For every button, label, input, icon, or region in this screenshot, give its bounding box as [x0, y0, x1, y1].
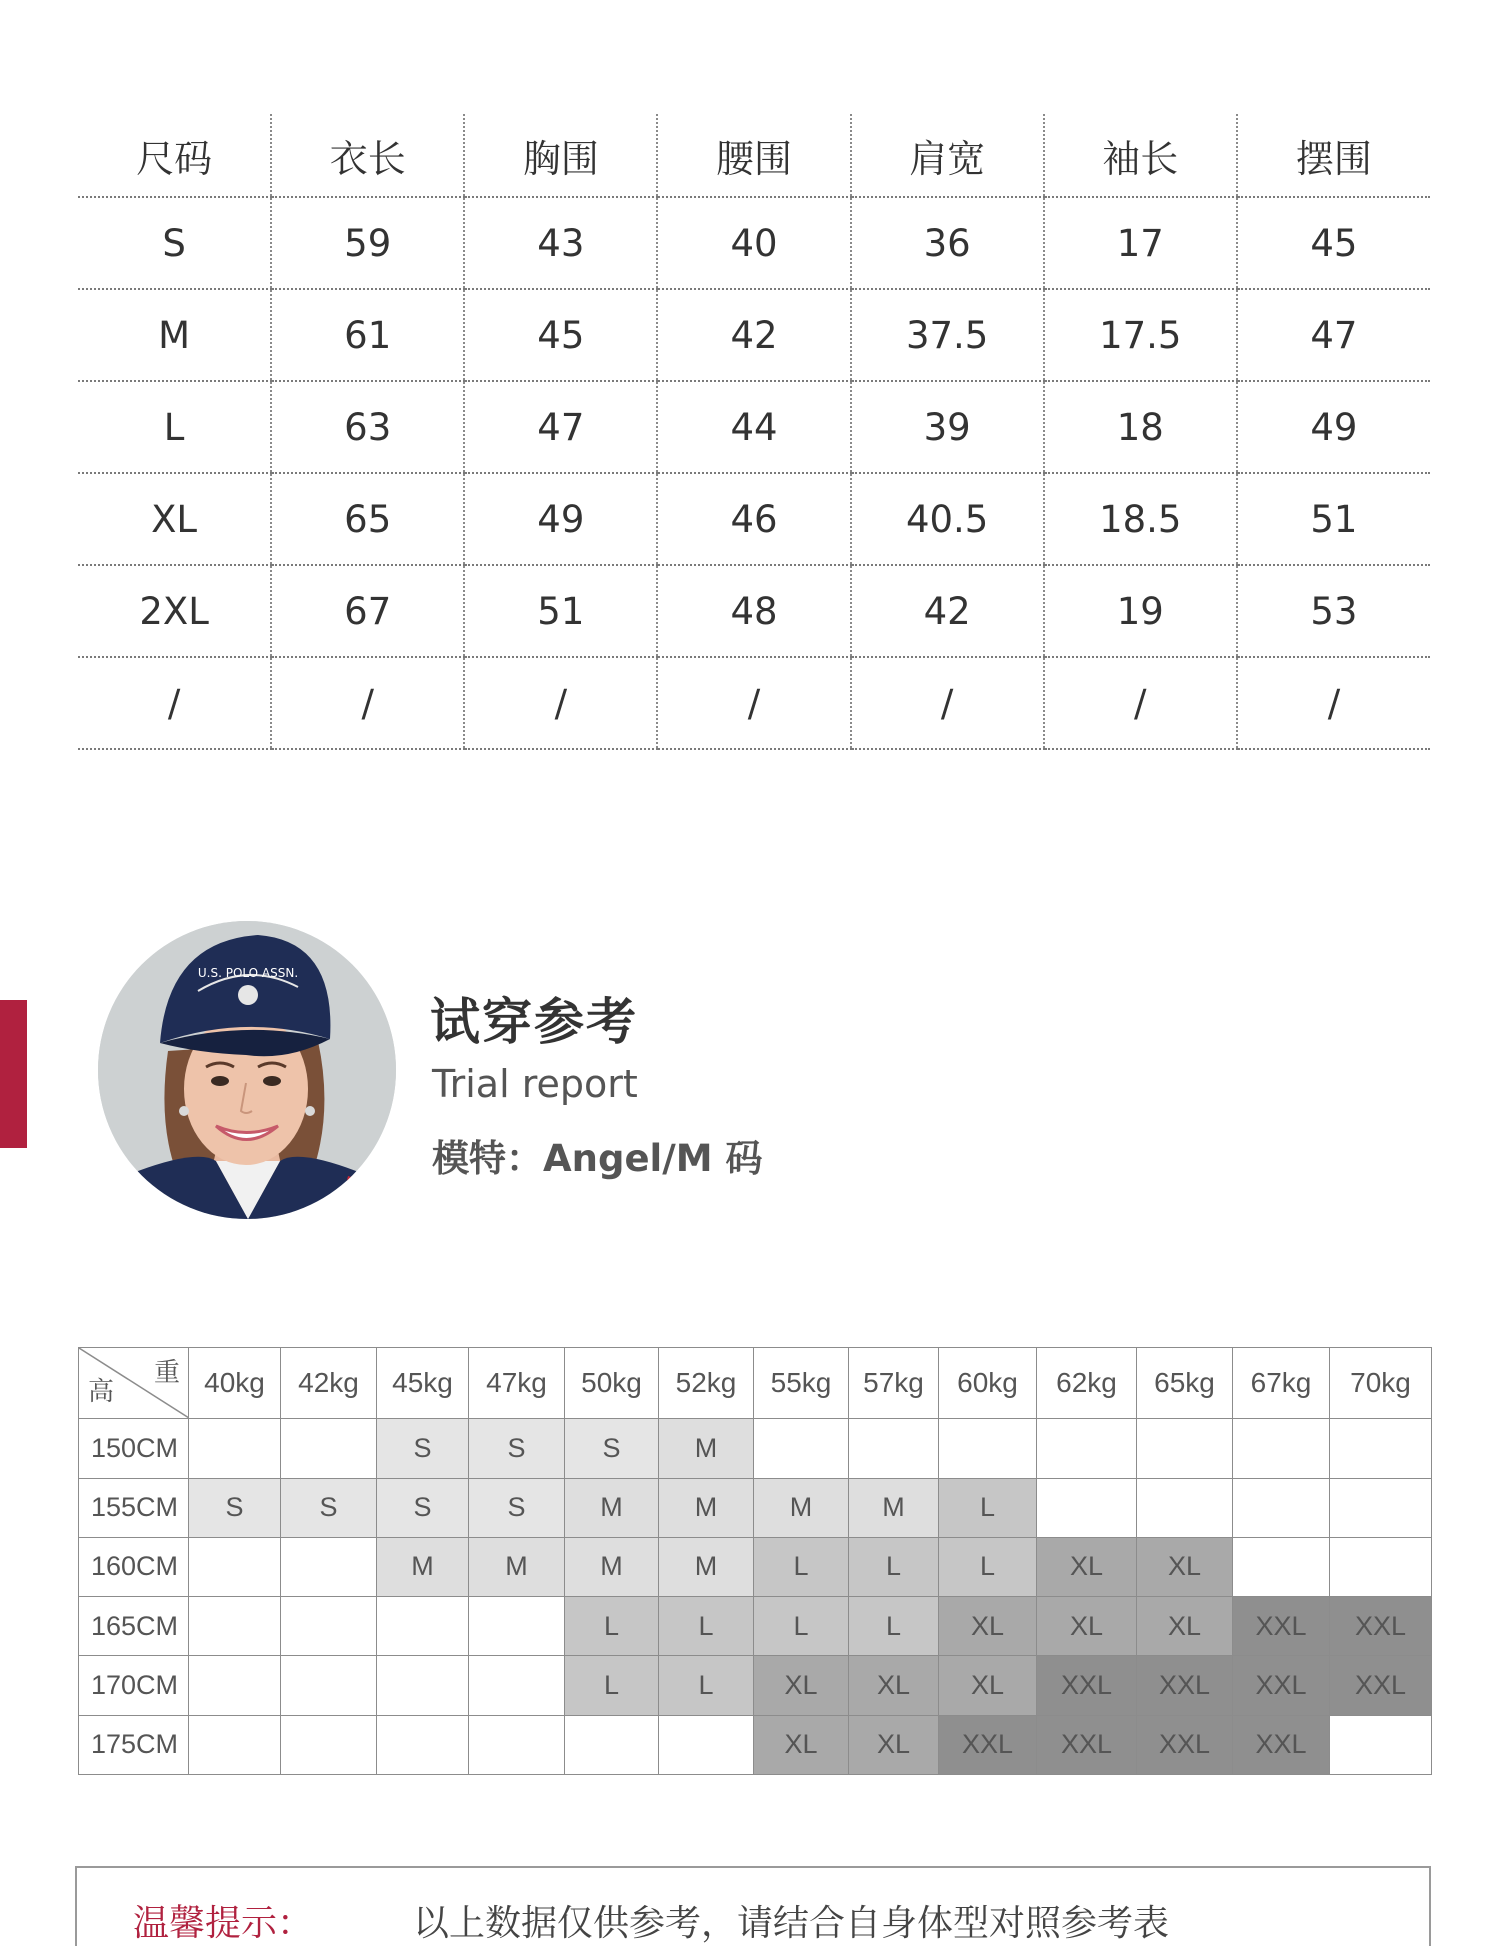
size-recommendation-cell [189, 1656, 281, 1715]
size-recommendation-cell: M [849, 1478, 939, 1537]
size-recommendation-cell: XL [1137, 1537, 1233, 1596]
size-recommendation-cell: XXL [1233, 1715, 1330, 1774]
size-recommendation-cell [281, 1419, 377, 1478]
measurement-cell: 42 [851, 565, 1044, 657]
size-recommendation-cell [469, 1656, 565, 1715]
measurement-cell: 48 [657, 565, 850, 657]
size-recommendation-cell [189, 1419, 281, 1478]
size-recommendation-cell [565, 1715, 659, 1774]
measurement-cell: 40 [657, 197, 850, 289]
size-table-row [78, 381, 1430, 473]
size-recommendation-cell [1233, 1537, 1330, 1596]
size-recommendation-cell [377, 1715, 469, 1774]
size-recommendation-cell [1330, 1478, 1432, 1537]
size-recommendation-cell: S [377, 1419, 469, 1478]
tip-text: 以上数据仅供参考，请结合自身体型对照参考表 [413, 1903, 1170, 1944]
measurement-cell: 39 [851, 381, 1044, 473]
grid-corner-cell [79, 1348, 189, 1419]
size-recommendation-cell [1137, 1478, 1233, 1537]
size-recommendation-cell: L [565, 1656, 659, 1715]
size-recommendation-cell [1037, 1419, 1137, 1478]
size-table-header: 胸围 [464, 114, 657, 197]
measurement-cell: 46 [657, 473, 850, 565]
size-recommendation-cell: M [659, 1537, 754, 1596]
size-recommendation-cell: L [659, 1656, 754, 1715]
weight-header-cell: 52kg [659, 1348, 754, 1419]
size-recommendation-cell: M [565, 1478, 659, 1537]
size-recommendation-cell: S [377, 1478, 469, 1537]
height-label-cell: 155CM [79, 1478, 189, 1537]
size-recommendation-cell [1037, 1478, 1137, 1537]
measurement-cell: 51 [1237, 473, 1430, 565]
size-table-row [78, 473, 1430, 565]
size-recommendation-cell [189, 1715, 281, 1774]
size-recommendation-cell: L [939, 1478, 1037, 1537]
measurement-cell: 47 [464, 381, 657, 473]
measurement-cell: / [851, 657, 1044, 749]
measurement-cell: 61 [271, 289, 464, 381]
size-recommendation-cell [189, 1597, 281, 1656]
size-recommendation-cell [281, 1537, 377, 1596]
measurement-cell: 19 [1044, 565, 1237, 657]
size-table-header: 肩宽 [851, 114, 1044, 197]
size-recommendation-cell: L [754, 1597, 849, 1656]
size-recommendation-cell: S [189, 1478, 281, 1537]
trial-title: 试穿参考 [430, 993, 638, 1051]
size-recommendation-cell: XL [754, 1656, 849, 1715]
measurement-cell: 45 [1237, 197, 1430, 289]
measurement-cell: 49 [464, 473, 657, 565]
size-measurement-table [78, 114, 1430, 750]
weight-header-cell: 45kg [377, 1348, 469, 1419]
size-recommendation-cell: L [939, 1537, 1037, 1596]
size-table-row [78, 289, 1430, 381]
size-recommendation-cell: XXL [939, 1715, 1037, 1774]
size-table-header: 摆围 [1237, 114, 1430, 197]
grid-row [79, 1715, 1432, 1774]
size-recommendation-cell: XL [849, 1656, 939, 1715]
measurement-cell: 36 [851, 197, 1044, 289]
size-recommendation-cell [939, 1419, 1037, 1478]
grid-row [79, 1478, 1432, 1537]
size-recommendation-cell [1330, 1419, 1432, 1478]
weight-header-cell: 70kg [1330, 1348, 1432, 1419]
measurement-cell: / [1237, 657, 1430, 749]
measurement-cell: 18.5 [1044, 473, 1237, 565]
accent-bar [0, 1000, 27, 1148]
weight-header-cell: 42kg [281, 1348, 377, 1419]
measurement-cell: 17.5 [1044, 289, 1237, 381]
weight-header-cell: 67kg [1233, 1348, 1330, 1419]
trial-subtitle: Trial report [432, 1062, 638, 1106]
size-recommendation-cell: XL [754, 1715, 849, 1774]
size-recommendation-cell [189, 1537, 281, 1596]
size-recommendation-cell [281, 1715, 377, 1774]
weight-header-cell: 60kg [939, 1348, 1037, 1419]
size-label-cell: 2XL [78, 565, 271, 657]
measurement-cell: 40.5 [851, 473, 1044, 565]
measurement-cell: 43 [464, 197, 657, 289]
weight-header-cell: 57kg [849, 1348, 939, 1419]
measurement-cell: 67 [271, 565, 464, 657]
measurement-cell: 44 [657, 381, 850, 473]
size-label-cell: L [78, 381, 271, 473]
height-label-cell: 175CM [79, 1715, 189, 1774]
size-recommendation-cell [849, 1419, 939, 1478]
size-recommendation-cell [1330, 1537, 1432, 1596]
size-recommendation-cell [469, 1715, 565, 1774]
size-table-header: 袖长 [1044, 114, 1237, 197]
size-recommendation-cell: XL [1037, 1597, 1137, 1656]
size-label-cell: / [78, 657, 271, 749]
size-recommendation-cell: L [849, 1537, 939, 1596]
size-label-cell: M [78, 289, 271, 381]
size-recommendation-cell: S [281, 1478, 377, 1537]
weight-header-cell: 62kg [1037, 1348, 1137, 1419]
size-recommendation-cell: M [377, 1537, 469, 1596]
measurement-cell: 37.5 [851, 289, 1044, 381]
measurement-cell: 18 [1044, 381, 1237, 473]
grid-row [79, 1656, 1432, 1715]
size-table-header: 尺码 [78, 114, 271, 197]
size-recommendation-cell: XL [1137, 1597, 1233, 1656]
height-label-cell: 165CM [79, 1597, 189, 1656]
size-label-cell: S [78, 197, 271, 289]
size-recommendation-cell [377, 1597, 469, 1656]
size-recommendation-cell: XXL [1137, 1715, 1233, 1774]
size-recommendation-cell: M [565, 1537, 659, 1596]
model-info: 模特：Angel/M 码 [432, 1137, 763, 1180]
size-recommendation-cell [469, 1597, 565, 1656]
size-recommendation-cell: XXL [1330, 1656, 1432, 1715]
height-label-cell: 160CM [79, 1537, 189, 1596]
size-recommendation-cell [1233, 1478, 1330, 1537]
size-recommendation-cell [281, 1656, 377, 1715]
size-table-header: 腰围 [657, 114, 850, 197]
measurement-cell: 51 [464, 565, 657, 657]
measurement-cell: 17 [1044, 197, 1237, 289]
size-recommendation-cell: S [469, 1478, 565, 1537]
size-recommendation-cell: XL [939, 1656, 1037, 1715]
measurement-cell: 53 [1237, 565, 1430, 657]
model-avatar [98, 921, 396, 1219]
measurement-cell: / [657, 657, 850, 749]
size-recommendation-cell: M [659, 1478, 754, 1537]
corner-height-label: 高 [88, 1376, 115, 1407]
weight-header-cell: 40kg [189, 1348, 281, 1419]
measurement-cell: 42 [657, 289, 850, 381]
weight-header-cell: 47kg [469, 1348, 565, 1419]
grid-header-row [79, 1348, 1432, 1419]
size-table-header-row [78, 114, 1430, 197]
size-recommendation-cell: XXL [1037, 1715, 1137, 1774]
height-label-cell: 170CM [79, 1656, 189, 1715]
size-recommendation-cell: XL [849, 1715, 939, 1774]
size-recommendation-cell [377, 1656, 469, 1715]
size-recommendation-cell: XXL [1233, 1597, 1330, 1656]
size-recommendation-cell [754, 1419, 849, 1478]
corner-weight-label: 重 [153, 1357, 180, 1387]
size-recommendation-cell: M [469, 1537, 565, 1596]
size-table-row [78, 197, 1430, 289]
weight-header-cell: 55kg [754, 1348, 849, 1419]
size-recommendation-cell [1330, 1715, 1432, 1774]
measurement-cell: 47 [1237, 289, 1430, 381]
size-recommendation-cell: XL [939, 1597, 1037, 1656]
height-label-cell: 150CM [79, 1419, 189, 1478]
size-label-cell: XL [78, 473, 271, 565]
cap-logo-text: U.S. POLO ASSN. [197, 966, 299, 980]
weight-header-cell: 50kg [565, 1348, 659, 1419]
measurement-cell: 63 [271, 381, 464, 473]
size-table-row [78, 565, 1430, 657]
size-recommendation-cell: S [469, 1419, 565, 1478]
size-recommendation-cell [1233, 1419, 1330, 1478]
grid-row [79, 1537, 1432, 1596]
size-recommendation-cell: XXL [1137, 1656, 1233, 1715]
size-recommendation-cell: L [565, 1597, 659, 1656]
size-table-row [78, 657, 1430, 749]
size-recommendation-cell [659, 1715, 754, 1774]
size-recommendation-cell: M [659, 1419, 754, 1478]
measurement-cell: 65 [271, 473, 464, 565]
measurement-cell: / [464, 657, 657, 749]
size-recommendation-cell: XL [1037, 1537, 1137, 1596]
measurement-cell: 45 [464, 289, 657, 381]
measurement-cell: 59 [271, 197, 464, 289]
grid-row [79, 1419, 1432, 1478]
size-recommendation-cell: XXL [1330, 1597, 1432, 1656]
size-recommendation-cell: L [849, 1597, 939, 1656]
tip-label: 温馨提示： [133, 1903, 314, 1944]
measurement-cell: 49 [1237, 381, 1430, 473]
size-recommendation-cell: S [565, 1419, 659, 1478]
size-recommendation-cell: L [659, 1597, 754, 1656]
measurement-cell: / [1044, 657, 1237, 749]
measurement-cell: / [271, 657, 464, 749]
grid-row [79, 1597, 1432, 1656]
size-table-header: 衣长 [271, 114, 464, 197]
size-recommendation-grid [78, 1347, 1432, 1775]
size-recommendation-cell: XXL [1233, 1656, 1330, 1715]
size-recommendation-cell: L [754, 1537, 849, 1596]
size-recommendation-cell: XXL [1037, 1656, 1137, 1715]
weight-header-cell: 65kg [1137, 1348, 1233, 1419]
size-recommendation-cell [281, 1597, 377, 1656]
size-recommendation-cell [1137, 1419, 1233, 1478]
size-recommendation-cell: M [754, 1478, 849, 1537]
